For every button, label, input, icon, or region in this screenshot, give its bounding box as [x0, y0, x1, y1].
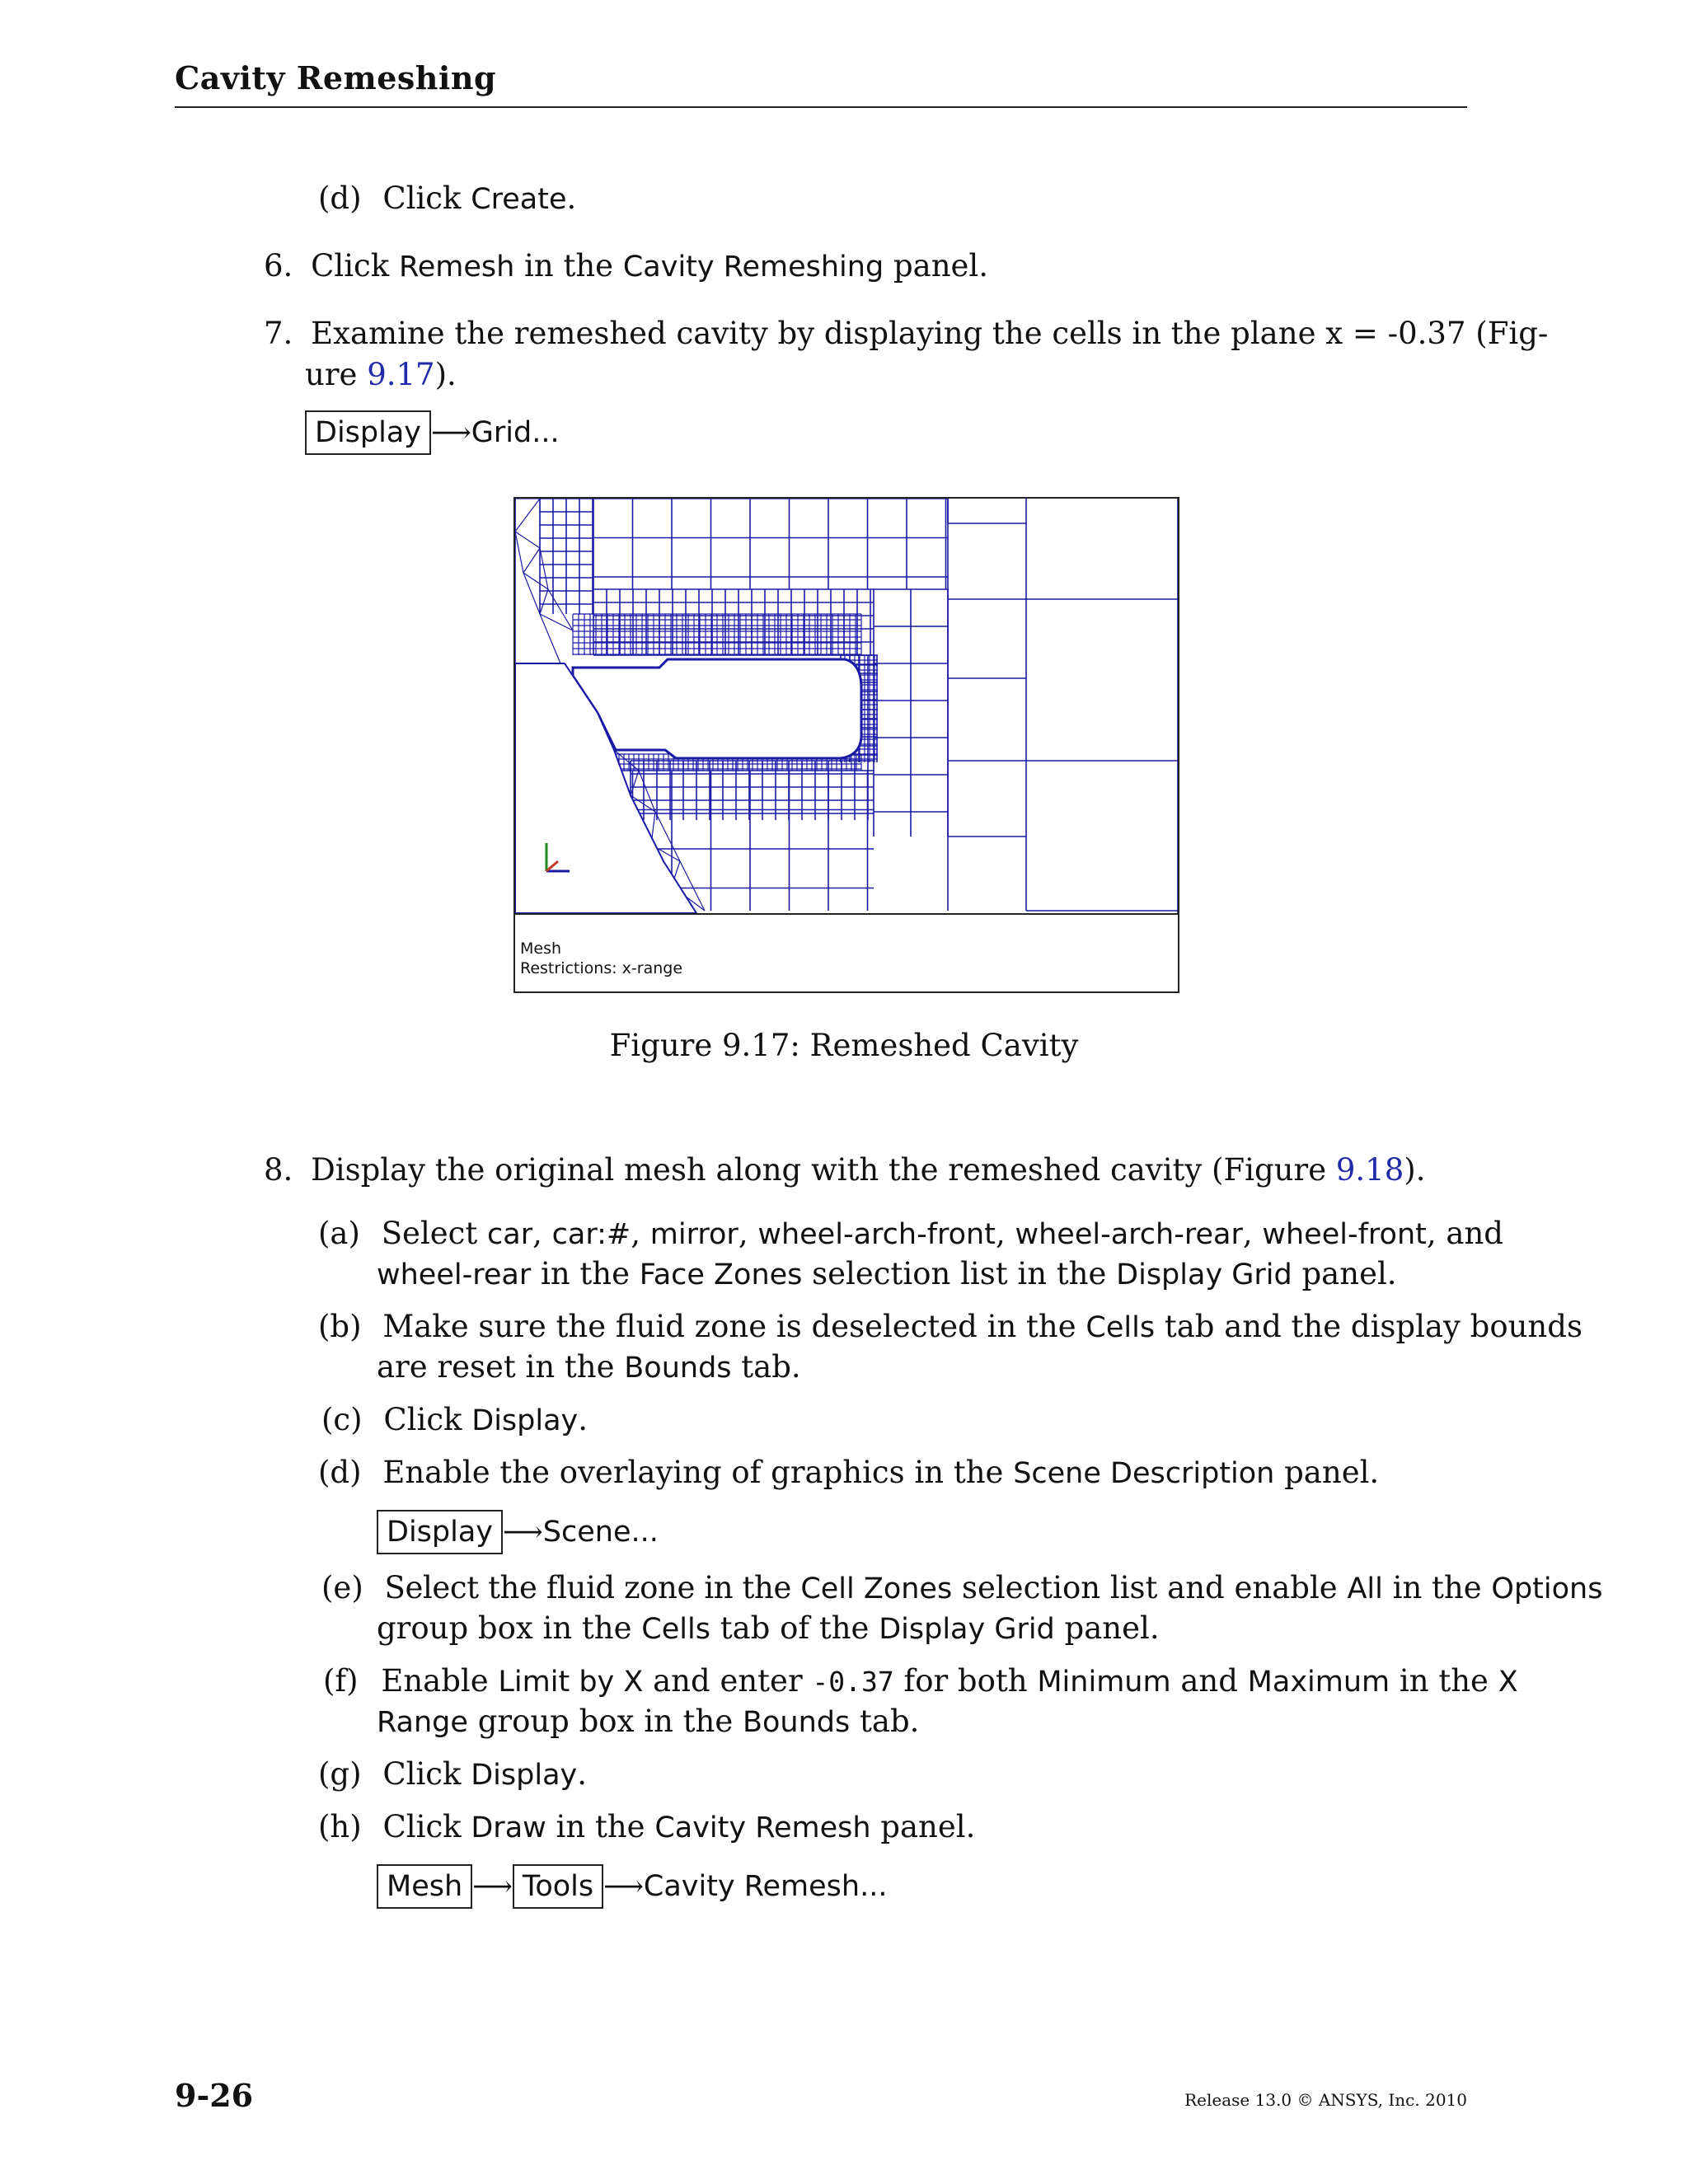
step-text: in the — [1390, 1663, 1498, 1699]
step-text: Select — [381, 1216, 488, 1251]
step-number: (f) — [323, 1663, 359, 1699]
step-number: (h) — [318, 1809, 362, 1844]
step-8f-line2 — [377, 1701, 919, 1743]
page-number: 9-26 — [175, 2077, 254, 2114]
step-text: and enter — [643, 1663, 813, 1699]
step-number: 7. — [264, 316, 293, 351]
header-rule — [175, 106, 1467, 108]
step-8 — [264, 1150, 1425, 1191]
gui-term: Display Grid — [879, 1613, 1055, 1646]
mesh-caption-title: Mesh — [520, 940, 562, 958]
figure-link[interactable]: 9.18 — [1335, 1152, 1404, 1188]
step-number: (e) — [321, 1570, 363, 1605]
gui-term: Display — [471, 1404, 579, 1437]
tools-menu-button[interactable]: Tools — [513, 1864, 603, 1909]
separator: , — [1242, 1216, 1263, 1251]
gui-term: X — [1498, 1666, 1518, 1699]
step-text: ). — [1404, 1152, 1426, 1188]
mesh-drawing — [515, 499, 1178, 913]
step-text: panel. — [884, 248, 989, 284]
step-text: Examine the remeshed cavity by displaying the cells in the plane x = -0.37 (Fig- — [311, 316, 1549, 351]
step-8d — [318, 1452, 1379, 1494]
cavity-region — [573, 659, 861, 758]
gui-term: Draw — [471, 1811, 546, 1844]
step-text: Display the original mesh along with the remeshed cavity (Figure — [311, 1152, 1336, 1188]
step-number: (c) — [321, 1402, 363, 1437]
step-text: Select the fluid zone in the — [384, 1570, 801, 1605]
display-menu-button[interactable]: Display — [305, 410, 431, 455]
mesh-graphics-area — [515, 499, 1178, 915]
step-8b-line1 — [318, 1306, 1582, 1348]
step-8b-line2 — [377, 1347, 801, 1389]
step-text: in the — [546, 1809, 655, 1844]
menu-path-display-grid — [305, 410, 560, 455]
step-text: Click — [382, 1809, 471, 1844]
arrow-icon: ⟶ — [431, 416, 471, 449]
gui-term: Options — [1491, 1572, 1603, 1605]
step-text: Click — [382, 180, 471, 216]
page-header-title: Cavity Remeshing — [175, 59, 497, 96]
step-8c — [321, 1399, 588, 1441]
zone-name: wheel-arch-rear — [1015, 1218, 1243, 1251]
step-text: tab and the display bounds — [1155, 1309, 1582, 1344]
step-text: tab of the — [710, 1610, 879, 1646]
zone-name: wheel-rear — [377, 1258, 532, 1291]
step-text: panel. — [1292, 1256, 1397, 1291]
step-text: panel. — [1274, 1455, 1380, 1490]
gui-term: Limit by X — [498, 1666, 644, 1699]
step-text: Enable the overlaying of graphics in the — [382, 1455, 1014, 1490]
figure-caption: Figure 9.17: Remeshed Cavity — [609, 1028, 1079, 1063]
step-text: in the — [531, 1256, 640, 1291]
step-number: 6. — [264, 248, 293, 284]
step-text: selection list and enable — [952, 1570, 1348, 1605]
mesh-menu-button[interactable]: Mesh — [377, 1864, 472, 1909]
step-text: group box in the — [377, 1610, 642, 1646]
separator: , and — [1426, 1216, 1503, 1251]
display-menu-button[interactable]: Display — [377, 1510, 503, 1554]
gui-term: Minimum — [1037, 1666, 1171, 1699]
gui-term: Cavity Remeshing — [622, 251, 884, 284]
gui-term: All — [1347, 1572, 1383, 1605]
step-8e-line1 — [321, 1568, 1602, 1610]
gui-term: Remesh — [398, 251, 515, 284]
cavity-remesh-menu-item[interactable]: Cavity Remesh... — [643, 1870, 888, 1903]
arrow-icon: ⟶ — [503, 1516, 543, 1549]
arrow-icon: ⟶ — [603, 1870, 644, 1903]
zone-name: car:# — [551, 1218, 631, 1251]
separator: , — [631, 1216, 650, 1251]
input-value: -0.37 — [812, 1666, 894, 1698]
menu-path-cavity-remesh — [377, 1864, 887, 1909]
step-8e-line2 — [377, 1608, 1160, 1650]
gui-term: Cells — [1085, 1311, 1156, 1344]
gui-term: Maximum — [1247, 1666, 1390, 1699]
step-text: tab. — [850, 1704, 920, 1739]
step-text: in the — [514, 248, 623, 284]
gui-term: Range — [377, 1706, 468, 1739]
step-text: and — [1170, 1663, 1248, 1699]
step-6 — [264, 246, 988, 288]
step-7-line1 — [264, 313, 1548, 354]
step-text: Click — [311, 248, 399, 284]
zone-name: car — [487, 1218, 533, 1251]
figure-remeshed-cavity — [513, 497, 1179, 993]
grid-menu-item[interactable]: Grid... — [471, 416, 560, 449]
step-text: group box in the — [467, 1704, 743, 1739]
step-8h — [318, 1807, 975, 1849]
step-text: . — [566, 180, 577, 216]
gui-term: Bounds — [743, 1706, 851, 1739]
arrow-icon: ⟶ — [472, 1870, 513, 1903]
release-note: Release 13.0 © ANSYS, Inc. 2010 — [1184, 2090, 1467, 2110]
step-text: ure — [305, 357, 368, 392]
step-text: Enable — [381, 1663, 499, 1699]
mesh-caption — [520, 939, 682, 978]
step-text: ). — [434, 357, 457, 392]
step-text: Click — [383, 1402, 472, 1437]
step-text: panel. — [1054, 1610, 1160, 1646]
step-number: (g) — [318, 1756, 362, 1792]
menu-path-display-scene — [377, 1510, 659, 1554]
step-number: (d) — [318, 180, 362, 216]
gui-term: Bounds — [624, 1352, 732, 1385]
step-text: . — [577, 1756, 587, 1792]
gui-term: Display Grid — [1116, 1258, 1292, 1291]
zone-name: wheel-front — [1262, 1218, 1427, 1251]
gui-term: Cells — [641, 1613, 710, 1646]
separator: , — [995, 1216, 1015, 1251]
gui-term: Scene Description — [1013, 1457, 1275, 1490]
step-text: panel. — [870, 1809, 976, 1844]
mesh-caption-restrictions: Restrictions: x-range — [520, 959, 683, 977]
zone-name: wheel-arch-front — [757, 1218, 996, 1251]
step-text: tab. — [731, 1349, 801, 1385]
step-7-line2 — [305, 354, 457, 396]
step-8g — [318, 1754, 587, 1796]
zone-name: mirror — [649, 1218, 738, 1251]
step-8f-line1 — [323, 1661, 1518, 1703]
figure-link[interactable]: 9.17 — [367, 357, 435, 392]
step-number: 8. — [264, 1152, 293, 1188]
step-text: Make sure the fluid zone is deselected in the — [382, 1309, 1086, 1344]
separator: , — [738, 1216, 758, 1251]
scene-menu-item[interactable]: Scene... — [542, 1516, 659, 1549]
gui-term: Cavity Remesh — [654, 1811, 871, 1844]
step-d-create — [318, 178, 576, 220]
step-text: in the — [1382, 1570, 1492, 1605]
step-text: selection list in the — [802, 1256, 1117, 1291]
step-text: . — [578, 1402, 588, 1437]
gui-term: Create — [471, 183, 567, 216]
gui-term: Face Zones — [639, 1258, 803, 1291]
step-8a-line1 — [318, 1213, 1503, 1255]
gui-term: Cell Zones — [800, 1572, 953, 1605]
step-number: (d) — [318, 1455, 362, 1490]
separator: , — [532, 1216, 552, 1251]
step-number: (b) — [318, 1309, 362, 1344]
step-8a-line2 — [377, 1254, 1397, 1296]
step-number: (a) — [318, 1216, 360, 1251]
gui-term: Display — [471, 1759, 578, 1792]
step-text: are reset in the — [377, 1349, 625, 1385]
step-text: Click — [382, 1756, 471, 1792]
step-text: for both — [893, 1663, 1038, 1699]
